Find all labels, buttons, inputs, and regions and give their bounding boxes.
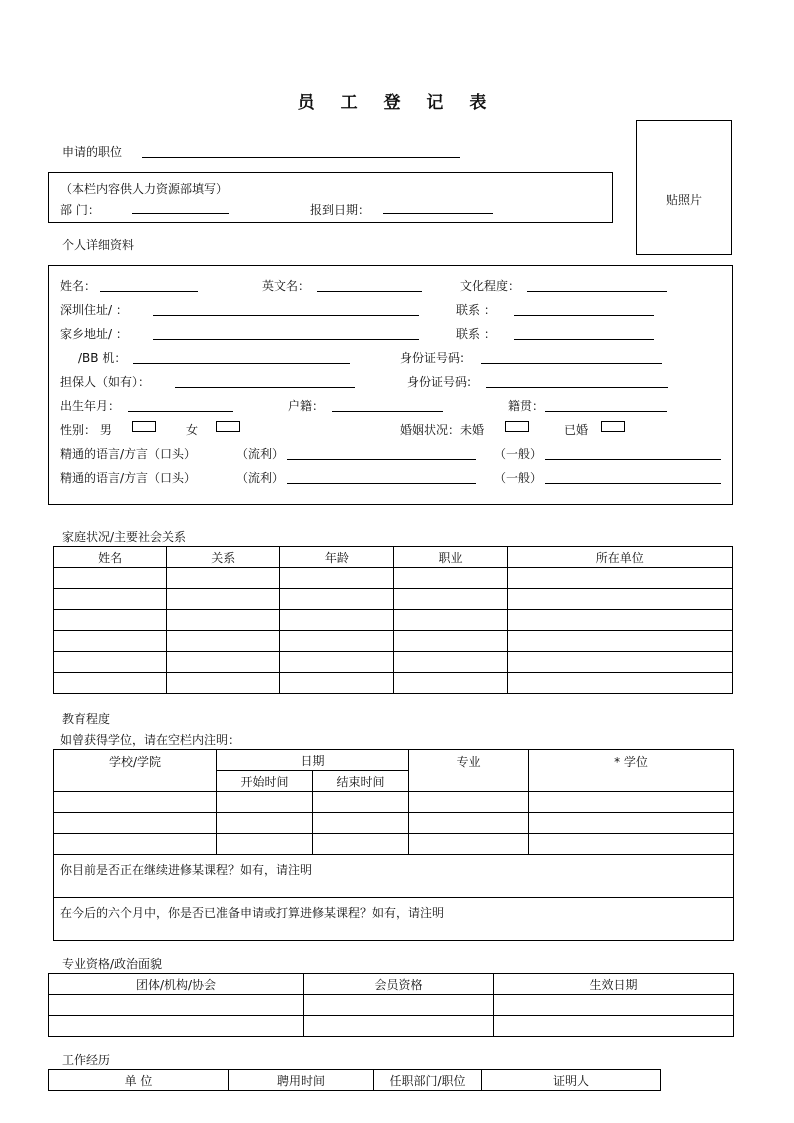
general-field-1[interactable] <box>545 459 721 460</box>
table-row <box>49 995 734 1016</box>
column-header: 年龄 <box>280 547 394 568</box>
table-cell[interactable] <box>280 610 394 631</box>
table-cell[interactable] <box>529 834 734 855</box>
column-header: 聘用时间 <box>229 1070 374 1091</box>
column-header: 所在单位 <box>507 547 732 568</box>
department-field[interactable] <box>132 213 229 214</box>
english-name-label: 英文名： <box>262 279 311 293</box>
table-cell[interactable] <box>54 792 217 813</box>
table-row <box>54 673 733 694</box>
education-level-field[interactable] <box>527 291 667 292</box>
table-cell[interactable] <box>54 673 167 694</box>
home-address-label: 家乡地址/ ： <box>60 327 128 341</box>
table-cell[interactable] <box>394 589 507 610</box>
current-course-question[interactable]: 你目前是否正在继续进修某课程？如有，请注明 <box>54 855 734 898</box>
table-cell[interactable] <box>167 673 280 694</box>
table-cell[interactable] <box>167 589 280 610</box>
column-header: 专业 <box>409 750 529 792</box>
table-cell[interactable] <box>394 610 507 631</box>
table-cell[interactable] <box>409 834 529 855</box>
general-label-2: （一般） <box>494 471 543 485</box>
table-row <box>54 610 733 631</box>
id-number-field-1[interactable] <box>481 363 662 364</box>
language-label-1: 精通的语言/方言（口头） <box>60 447 197 461</box>
column-header: 关系 <box>167 547 280 568</box>
table-cell[interactable] <box>167 610 280 631</box>
family-heading: 家庭状况/主要社会关系 <box>62 530 187 544</box>
education-level-label: 文化程度： <box>460 279 521 293</box>
future-course-question[interactable]: 在今后的六个月中，你是否已准备申请或打算进修某课程？如有，请注明 <box>54 898 734 941</box>
table-header-row <box>49 1070 661 1091</box>
general-field-2[interactable] <box>545 483 721 484</box>
language-label-2: 精通的语言/方言（口头） <box>60 471 197 485</box>
married-checkbox[interactable] <box>601 421 625 432</box>
table-header-row <box>49 974 734 995</box>
table-cell[interactable] <box>313 813 409 834</box>
table-cell[interactable] <box>54 652 167 673</box>
female-checkbox[interactable] <box>216 421 240 432</box>
table-cell[interactable] <box>49 995 304 1016</box>
report-date-label: 报到日期： <box>310 203 371 217</box>
contact2-label: 联系 ： <box>456 327 496 341</box>
gender-label: 性别： 男 <box>60 423 112 437</box>
table-row <box>54 898 734 941</box>
column-header: * 学位 <box>529 750 734 792</box>
table-cell[interactable] <box>280 568 394 589</box>
table-cell[interactable] <box>529 813 734 834</box>
table-cell[interactable] <box>54 813 217 834</box>
table-cell[interactable] <box>394 568 507 589</box>
report-date-field[interactable] <box>383 213 493 214</box>
table-cell[interactable] <box>217 792 313 813</box>
column-header: 学校/学院 <box>54 750 217 792</box>
photo-label: 贴照片 <box>665 193 702 207</box>
female-label: 女 <box>186 423 199 437</box>
table-cell[interactable] <box>394 631 507 652</box>
table-cell[interactable] <box>167 568 280 589</box>
bb-label: /BB 机： <box>78 351 127 365</box>
table-cell[interactable] <box>494 995 734 1016</box>
fluent-label-1: （流利） <box>236 447 285 461</box>
male-checkbox[interactable] <box>132 421 156 432</box>
married-label: 已婚 <box>564 423 589 437</box>
table-row <box>54 813 734 834</box>
fluent-field-2[interactable] <box>287 483 476 484</box>
table-cell[interactable] <box>507 589 732 610</box>
sz-address-label: 深圳住址/ ： <box>60 303 128 317</box>
table-row <box>54 652 733 673</box>
id-number-label-2: 身份证号码: <box>407 375 472 389</box>
column-header: 职业 <box>394 547 507 568</box>
qualification-heading: 专业资格/政治面貌 <box>62 957 163 971</box>
work-table <box>48 1069 661 1091</box>
table-cell[interactable] <box>394 673 507 694</box>
english-name-field[interactable] <box>317 291 422 292</box>
column-header: 团体/机构/协会 <box>49 974 304 995</box>
table-cell[interactable] <box>54 568 167 589</box>
table-cell[interactable] <box>507 610 732 631</box>
table-cell[interactable] <box>167 652 280 673</box>
table-cell[interactable] <box>49 1016 304 1037</box>
table-cell[interactable] <box>313 834 409 855</box>
column-header: 任职部门/职位 <box>374 1070 482 1091</box>
table-header-row <box>54 547 733 568</box>
table-cell[interactable] <box>507 568 732 589</box>
table-cell[interactable] <box>280 631 394 652</box>
table-cell[interactable] <box>304 995 494 1016</box>
department-label: 部 门： <box>60 203 100 217</box>
position-applied-label: 申请的职位 <box>62 145 123 159</box>
qualification-table <box>48 973 734 1037</box>
guarantor-field[interactable] <box>175 387 355 388</box>
education-note: 如曾获得学位，请在空栏内注明： <box>60 733 241 747</box>
table-row <box>54 792 734 813</box>
table-cell[interactable] <box>167 631 280 652</box>
column-header: 姓名 <box>54 547 167 568</box>
table-cell[interactable] <box>54 589 167 610</box>
table-cell[interactable] <box>507 673 732 694</box>
table-cell[interactable] <box>280 673 394 694</box>
id-number-field-2[interactable] <box>486 387 668 388</box>
marital-label: 婚姻状况：未婚 <box>400 423 485 437</box>
column-header: 开始时间 <box>217 771 313 792</box>
table-cell[interactable] <box>494 1016 734 1037</box>
education-table <box>53 749 734 941</box>
native-field[interactable] <box>545 411 667 412</box>
table-cell[interactable] <box>217 813 313 834</box>
sz-address-field[interactable] <box>153 315 419 316</box>
name-label: 姓名： <box>60 279 97 293</box>
contact1-label: 联系 ： <box>456 303 496 317</box>
personal-heading: 个人详细资料 <box>62 238 135 252</box>
family-table <box>53 546 733 694</box>
bb-field[interactable] <box>133 363 350 364</box>
table-row <box>54 589 733 610</box>
column-header: 证明人 <box>482 1070 661 1091</box>
birth-label: 出生年月： <box>60 399 121 413</box>
table-cell[interactable] <box>529 792 734 813</box>
table-cell[interactable] <box>313 792 409 813</box>
table-cell[interactable] <box>507 652 732 673</box>
column-header: 日期 <box>217 750 409 771</box>
table-cell[interactable] <box>217 834 313 855</box>
table-cell[interactable] <box>280 652 394 673</box>
table-cell[interactable] <box>409 813 529 834</box>
guarantor-label: 担保人（如有）： <box>60 375 151 389</box>
education-heading: 教育程度 <box>62 712 111 726</box>
table-row <box>54 834 734 855</box>
id-number-label-1: 身份证号码: <box>400 351 465 365</box>
column-header: 结束时间 <box>313 771 409 792</box>
name-field[interactable] <box>100 291 198 292</box>
table-cell[interactable] <box>54 834 217 855</box>
home-address-field[interactable] <box>153 339 419 340</box>
unmarried-checkbox[interactable] <box>505 421 529 432</box>
household-field[interactable] <box>332 411 443 412</box>
table-cell[interactable] <box>54 610 167 631</box>
table-cell[interactable] <box>409 792 529 813</box>
photo-box <box>636 120 732 255</box>
column-header: 单 位 <box>49 1070 229 1091</box>
table-cell[interactable] <box>394 652 507 673</box>
form-title: 员 工 登 记 表 <box>297 93 497 113</box>
fluent-field-1[interactable] <box>287 459 476 460</box>
general-label-1: （一般） <box>494 447 543 461</box>
hr-note: （本栏内容供人力资源部填写） <box>60 182 229 196</box>
table-row <box>49 1016 734 1037</box>
birth-field[interactable] <box>128 411 233 412</box>
column-header: 生效日期 <box>494 974 734 995</box>
table-cell[interactable] <box>507 631 732 652</box>
column-header: 会员资格 <box>304 974 494 995</box>
table-cell[interactable] <box>304 1016 494 1037</box>
native-label: 籍贯： <box>508 399 545 413</box>
table-cell[interactable] <box>280 589 394 610</box>
table-row <box>54 855 734 898</box>
table-row <box>54 631 733 652</box>
work-heading: 工作经历 <box>62 1053 111 1067</box>
contact2-field[interactable] <box>514 339 654 340</box>
contact1-field[interactable] <box>514 315 654 316</box>
position-applied-field[interactable] <box>142 157 460 158</box>
table-header-row <box>54 750 734 771</box>
table-row <box>54 568 733 589</box>
household-label: 户籍： <box>288 399 325 413</box>
table-cell[interactable] <box>54 631 167 652</box>
fluent-label-2: （流利） <box>236 471 285 485</box>
